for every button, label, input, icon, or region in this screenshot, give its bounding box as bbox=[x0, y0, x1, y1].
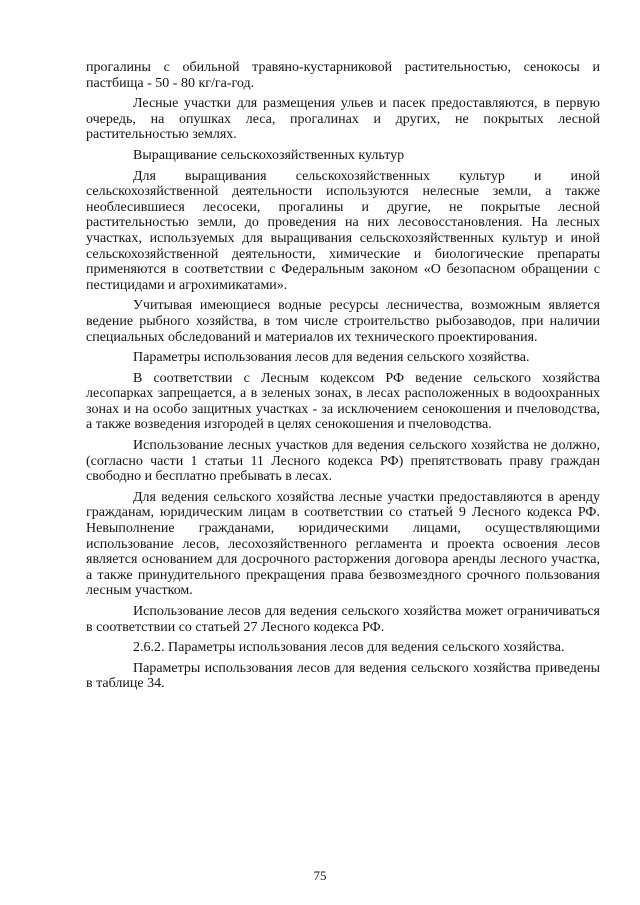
paragraph-apiary-plots: Лесные участки для размещения ульев и пасек предоставляются, в первую очередь, на опушках леса, прогалинах и других, не покрытых лесной растительностью землях. bbox=[86, 96, 600, 143]
paragraph-fishery: Учитывая имеющиеся водные ресурсы лесничества, возможным является ведение рыбного хозяйства, в том числе строительство рыбозаводов, при наличии специальных обследований и материалов их технического проектирования. bbox=[86, 298, 600, 345]
subsection-heading-2-6-2: 2.6.2. Параметры использования лесов для ведения сельского хозяйства. bbox=[133, 640, 565, 656]
paragraph-continuation: прогалины с обильной травяно-кустарниковой растительностью, сенокосы и пастбища - 50 - 80 кг/га-год. bbox=[86, 60, 600, 91]
document-page bbox=[86, 60, 600, 697]
paragraph-restrictions: Использование лесов для ведения сельского хозяйства может ограничиваться в соответствии со статьей 27 Лесного кодекса РФ. bbox=[86, 604, 600, 635]
paragraph-citizen-rights: Использование лесных участков для ведения сельского хозяйства не должно, (согласно части 1 статьи 11 Лесного кодекса РФ) препятствовать праву граждан свободно и бесплатно пребывать в лесах. bbox=[86, 438, 600, 485]
paragraph-forest-code: В соответствии с Лесным кодексом РФ ведение сельского хозяйства лесопарках запрещается, а в зеленых зонах, в лесах расположенных в водоохранных зонах и на особо защитных участках - за исключением сенокошения и пчеловодства, а также возведения изгородей в целях сенокошения и пчеловодства. bbox=[86, 370, 600, 433]
paragraph-crop-cultivation: Для выращивания сельскохозяйственных культур и иной сельскохозяйственной деятельности используются нелесные земли, а также необлесившиеся лесосеки, прогалины и другие, не покрытые лесной растительностью земли, до проведения на них лесовосстановления. На лесных участках, используемых для выращивания сельскохозяйственных культур и иной сельскохозяйственной деятельности, химические и биологические препараты применяются в соответствии с Федеральным законом «О безопасном обращении с пестицидами и агрохимикатами». bbox=[86, 168, 600, 293]
paragraph-lease: Для ведения сельского хозяйства лесные участки предоставляются в аренду гражданам, юридическим лицам в соответствии со статьей 9 Лесного кодекса РФ. Невыполнение гражданами, юридическими лицами, осуществляющими использование лесов, лесохозяйственного регламента и проекта освоения лесов является основанием для досрочного расторжения договора аренды лесного участка, а также принудительного прекращения права безвозмездного срочного пользования лесным участком. bbox=[86, 489, 600, 599]
paragraph-table-reference: Параметры использования лесов для ведения сельского хозяйства приведены в таблице 34. bbox=[86, 660, 600, 692]
page-number: 75 bbox=[313, 868, 327, 883]
section-heading-parameters: Параметры использования лесов для ведения сельского хозяйства. bbox=[133, 350, 530, 366]
section-heading-crops: Выращивание сельскохозяйственных культур bbox=[133, 147, 405, 163]
